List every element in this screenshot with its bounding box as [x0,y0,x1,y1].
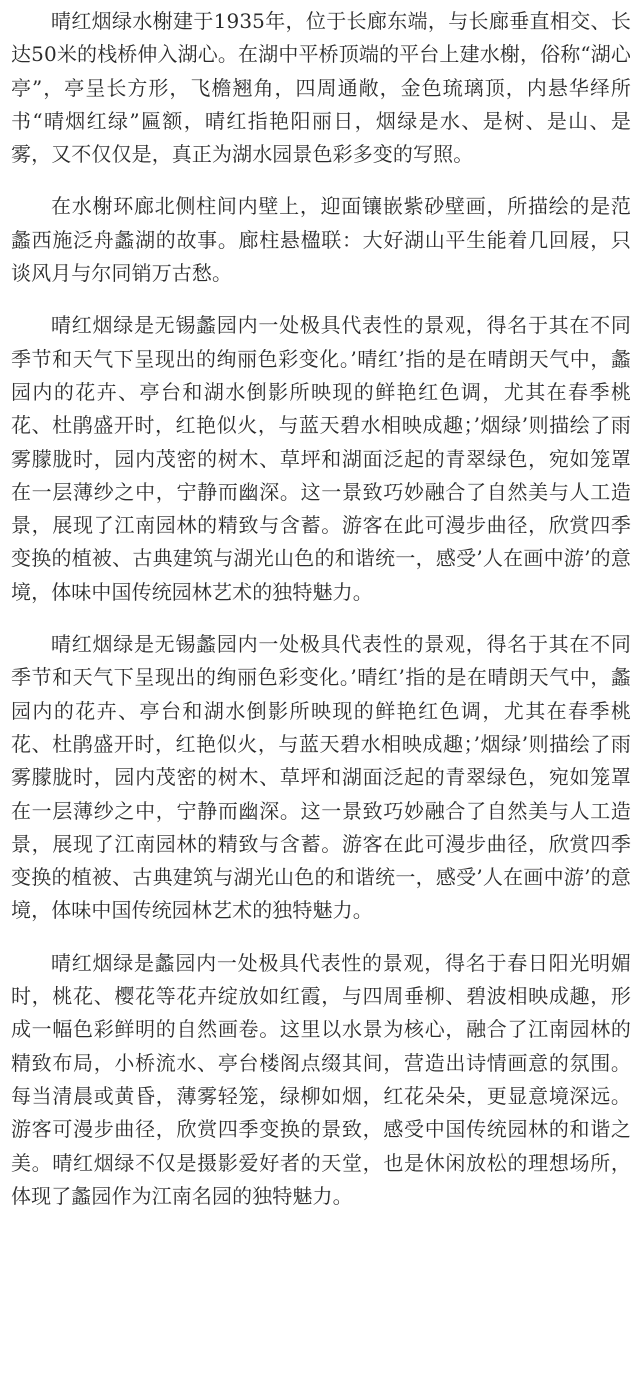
article-paragraph-1: 晴红烟绿水榭建于1935年，位于长廊东端，与长廊垂直相交、长达50米的栈桥伸入湖心。在湖中平桥顶端的平台上建水榭，俗称“湖心亭”，亭呈长方形，飞檐翘角，四周通敞，金色琉璃顶，内悬华绎所书“晴烟红绿”匾额，晴红指艳阳丽日，烟绿是水、是树、是山、是雾，又不仅仅是，真正为湖水园景色彩多变的写照。 [11,9,631,167]
article-paragraph-4: 晴红烟绿是无锡蠡园内一处极具代表性的景观，得名于其在不同季节和天气下呈现出的绚丽色彩变化。’晴红’指的是在晴朗天气中，蠡园内的花卉、亭台和湖水倒影所映现的鲜艳红色调，尤其在春季桃花、杜鹃盛开时，红艳似火，与蓝天碧水相映成趣；’烟绿’则描绘了雨雾朦胧时，园内茂密的树木、草坪和湖面泛起的青翠绿色，宛如笼罩在一层薄纱之中，宁静而幽深。这一景致巧妙融合了自然美与人工造景，展现了江南园林的精致与含蓄。游客在此可漫步曲径，欣赏四季变换的植被、古典建筑与湖光山色的和谐统一，感受’人在画中游’的意境，体味中国传统园林艺术的独特魅力。 [11,632,631,923]
article-paragraph-5: 晴红烟绿是蠡园内一处极具代表性的景观，得名于春日阳光明媚时，桃花、樱花等花卉绽放如红霞，与四周垂柳、碧波相映成趣，形成一幅色彩鲜明的自然画卷。这里以水景为核心，融合了江南园林的精致布局，小桥流水、亭台楼阁点缀其间，营造出诗情画意的氛围。每当清晨或黄昏，薄雾轻笼，绿柳如烟，红花朵朵，更显意境深远。游客可漫步曲径，欣赏四季变换的景致，感受中国传统园林的和谐之美。晴红烟绿不仅是摄影爱好者的天堂，也是休闲放松的理想场所，体现了蠡园作为江南名园的独特魅力。 [11,950,631,1208]
article-paragraph-3: 晴红烟绿是无锡蠡园内一处极具代表性的景观，得名于其在不同季节和天气下呈现出的绚丽色彩变化。’晴红’指的是在晴朗天气中，蠡园内的花卉、亭台和湖水倒影所映现的鲜艳红色调，尤其在春季桃花、杜鹃盛开时，红艳似火，与蓝天碧水相映成趣；’烟绿’则描绘了雨雾朦胧时，园内茂密的树木、草坪和湖面泛起的青翠绿色，宛如笼罩在一层薄纱之中，宁静而幽深。这一景致巧妙融合了自然美与人工造景，展现了江南园林的精致与含蓄。游客在此可漫步曲径，欣赏四季变换的植被、古典建筑与湖光山色的和谐统一，感受’人在画中游’的意境，体味中国传统园林艺术的独特魅力。 [11,313,631,604]
article-paragraph-2: 在水榭环廊北侧柱间内壁上，迎面镶嵌紫砂壁画，所描绘的是范蠡西施泛舟蠡湖的故事。廊柱悬楹联：大好湖山平生能着几回屐，只谈风月与尔同销万古愁。 [11,194,631,286]
